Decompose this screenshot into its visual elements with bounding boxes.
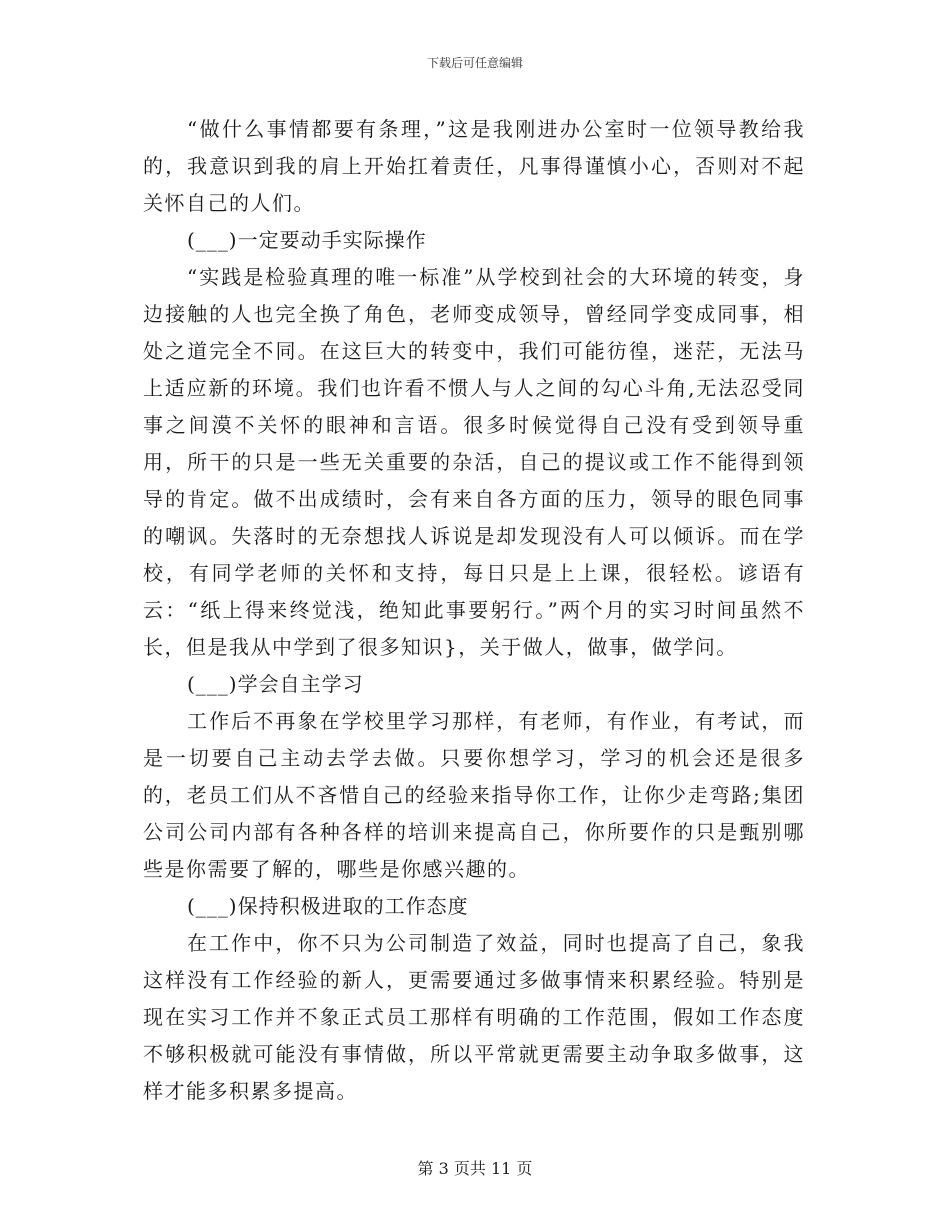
section-heading-self-study: (___)学会自主学习 <box>187 672 364 696</box>
page-header-note: 下载后可任意编辑 <box>426 56 523 70</box>
paragraph-attitude: 在工作中，你不只为公司制造了效益，同时也提高了自己，象我这样没有工作经验的新人，更需要通过多做事情来积累经验。特别是现在实习工作并不象正式员工那样有明确的工作范围，假如工作态度不够积极就可能没有事情做，所以平常就更需要主动争取多做事，这样才能多积累多提高。 <box>143 931 805 1103</box>
paragraph-self-study: 工作后不再象在学校里学习那样，有老师，有作业，有考试，而是一切要自己主动去学去做。只要你想学习，学习的机会还是很多的，老员工们从不吝惜自己的经验来指导你工作，让你少走弯路;集团公司公司内部有各种各样的培训来提高自己，你所要作的只是甄别哪些是你需要了解的，哪些是你感兴趣的。 <box>143 709 805 881</box>
section-heading-practice: (___)一定要动手实际操作 <box>187 228 427 252</box>
section-heading-attitude: (___)保持积极进取的工作态度 <box>187 894 469 918</box>
page-number-footer: 第 3 页共 11 页 <box>417 1159 533 1178</box>
paragraph-intro: “做什么事情都要有条理，”这是我刚进办公室时一位领导教给我的，我意识到我的肩上开始扛着责任，凡事得谨慎小心，否则对不起关怀自己的人们。 <box>143 117 805 215</box>
document-body <box>143 111 805 1110</box>
paragraph-practice: “实践是检验真理的唯一标准”从学校到社会的大环境的转变，身边接触的人也完全换了角色，老师变成领导，曾经同学变成同事，相处之道完全不同。在这巨大的转变中，我们可能彷徨，迷茫，无法马上适应新的环境。我们也许看不惯人与人之间的勾心斗角,无法忍受同事之间漠不关怀的眼神和言语。很多时候觉得自己没有受到领导重用，所干的只是一些无关重要的杂活，自己的提议或工作不能得到领导的肯定。做不出成绩时，会有来自各方面的压力，领导的眼色同事的嘲讽。失落时的无奈想找人诉说是却发现没有人可以倾诉。而在学校，有同学老师的关怀和支持，每日只是上上课，很轻松。谚语有云：“纸上得来终觉浅，绝知此事要躬行。”两个月的实习时间虽然不长，但是我从中学到了很多知识}，关于做人，做事，做学问。 <box>143 265 805 659</box>
